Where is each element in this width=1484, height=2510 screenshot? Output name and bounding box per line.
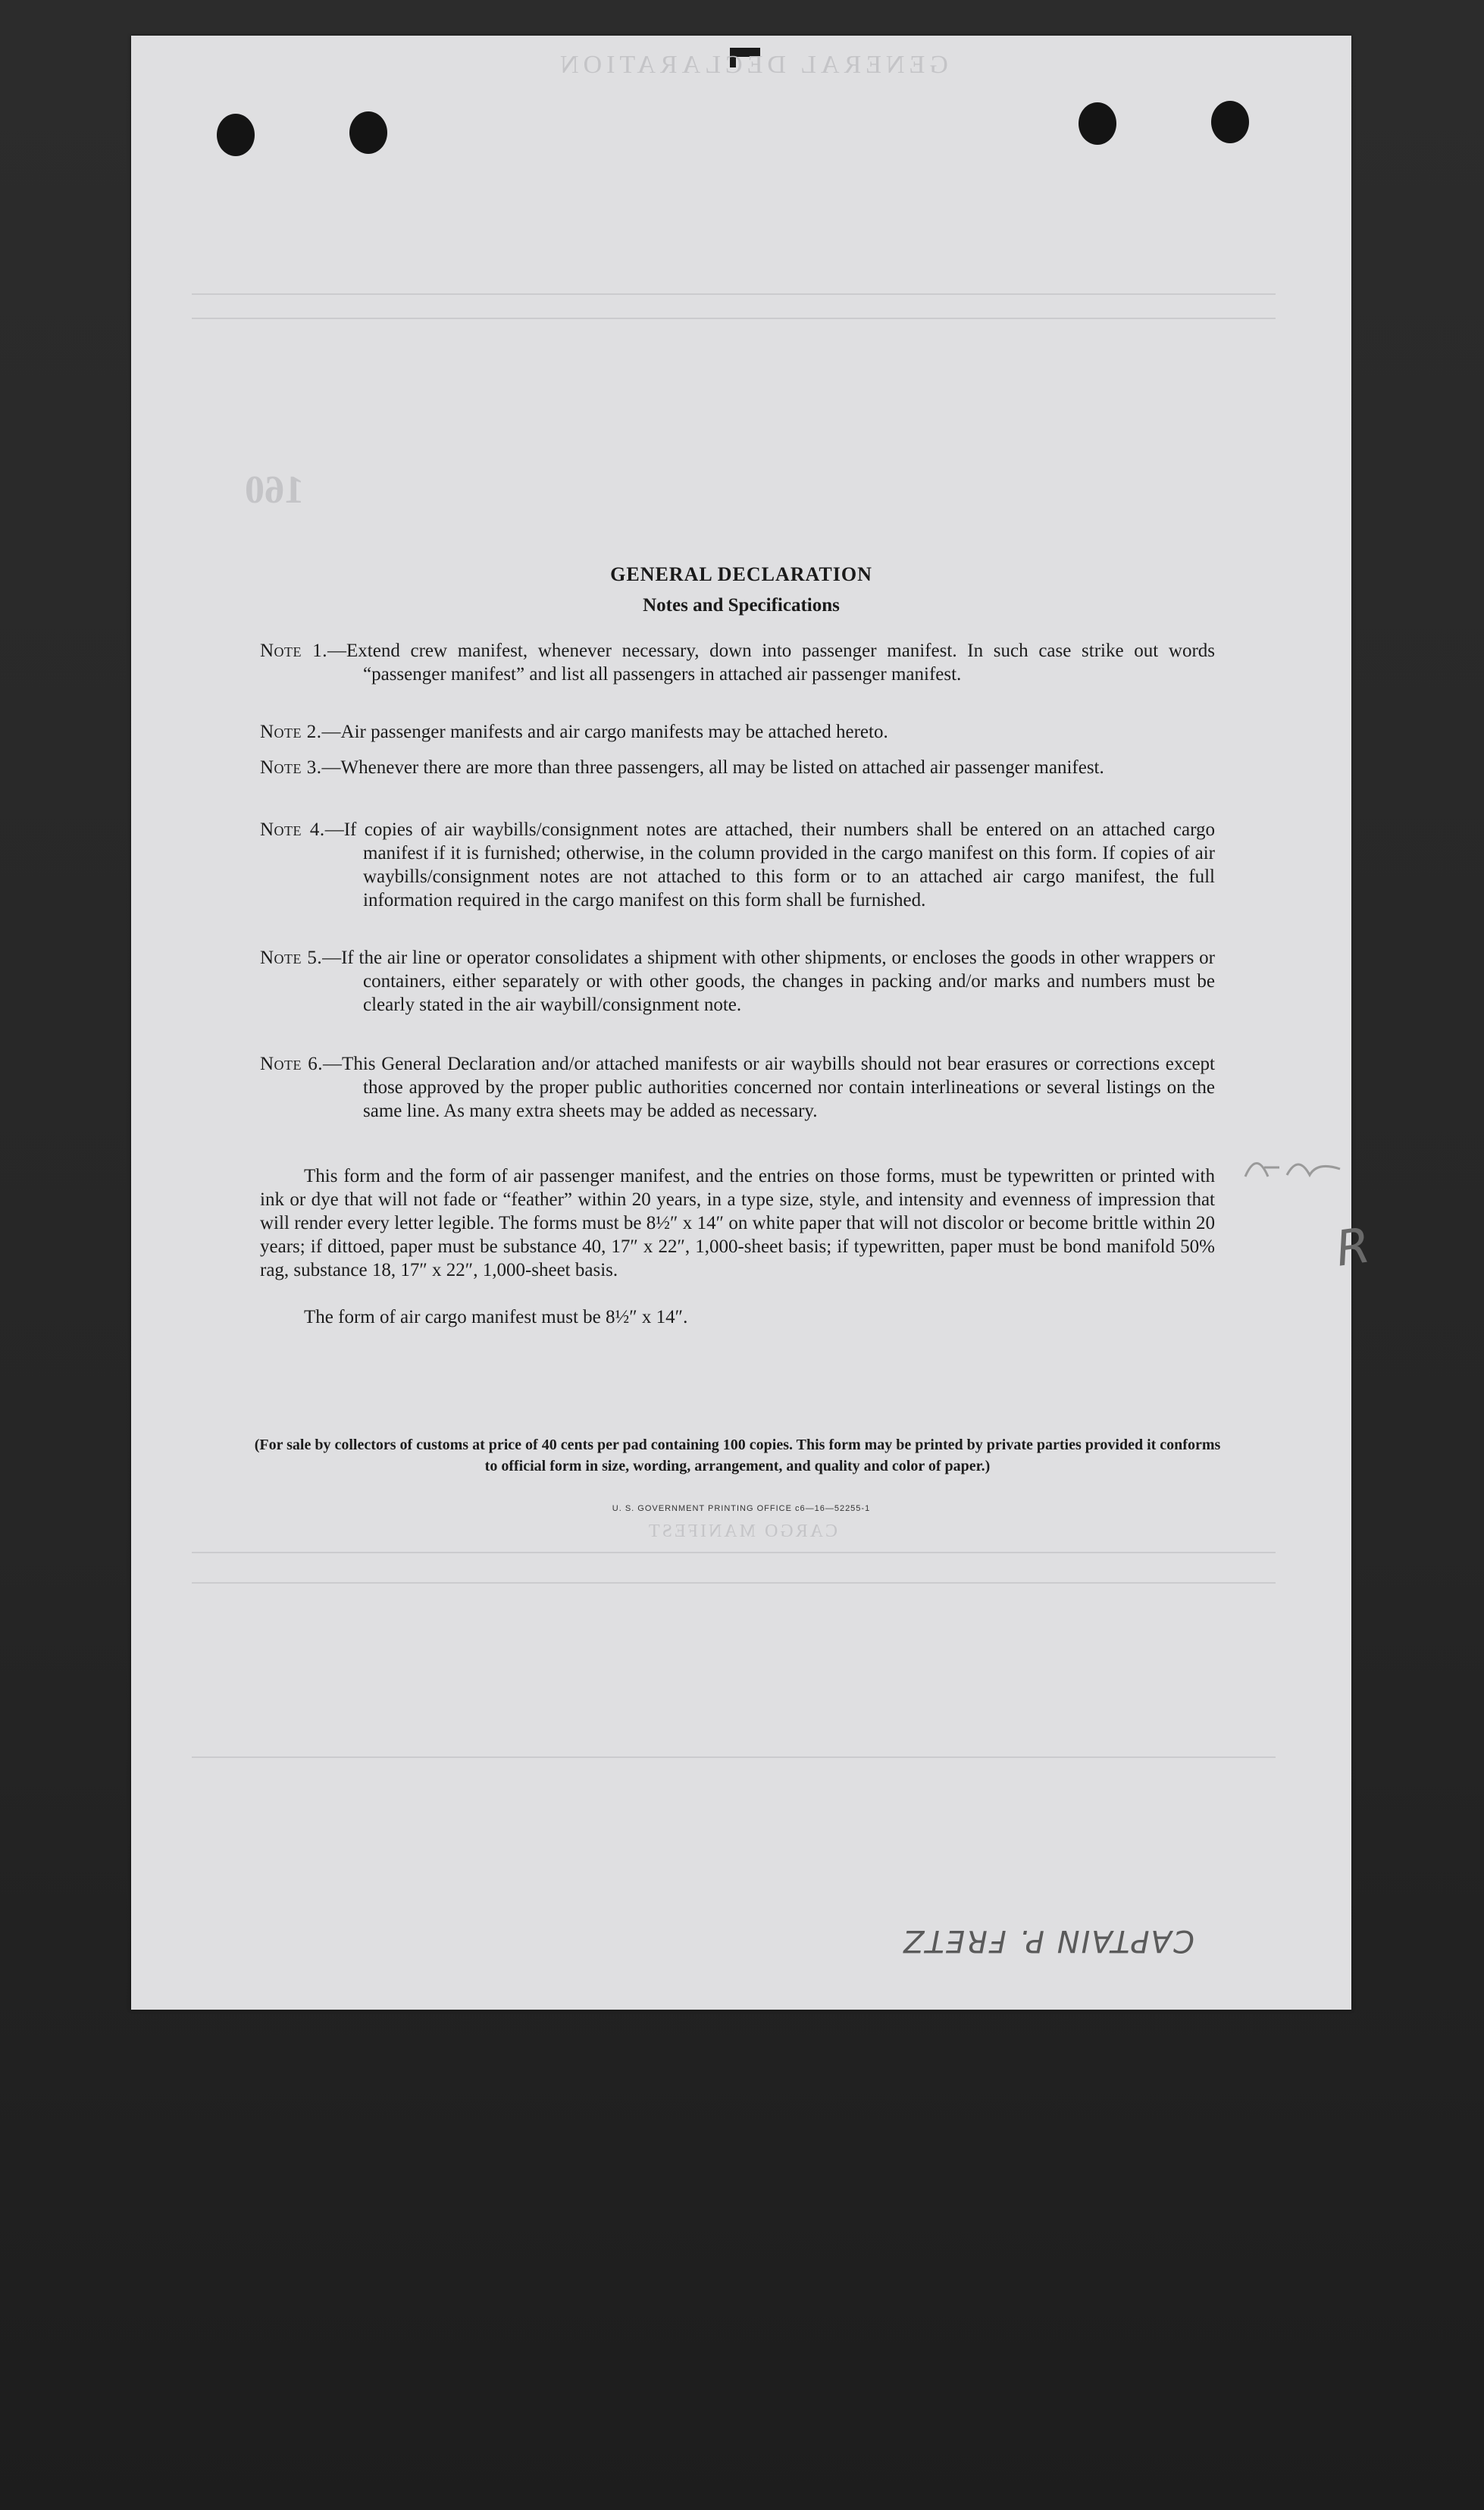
paragraph-text: This form and the form of air passenger manifest, and the entries on those forms, must be typewritten or printed with ink or dye that will not fade or “feather” within 20 years, in a type size, style, and intensity and evenness of impression that will render every letter legible. The forms must be 8½″ x 14″ on white paper that will not discolor or become brittle within 20 years; if dittoed, paper must be substance 40, 17″ x 22″, 1,000-sheet basis; if typewritten, paper must be bond manifold 50% rag, substance 18, 17″ x 22″, 1,000-sheet basis. <box>260 1166 1215 1280</box>
show-through-header: GENERAL DECLARATION <box>556 51 948 79</box>
note-text: —Air passenger manifests and air cargo manifests may be attached hereto. <box>321 722 888 742</box>
note-label: Note 6. <box>260 1054 324 1074</box>
cargo-size-text: The form of air cargo manifest must be 8½″ x 14″. <box>304 1307 688 1327</box>
handwritten-initial: R <box>1332 1217 1374 1278</box>
handwritten-faint-mark <box>1241 1146 1348 1192</box>
note-1 <box>260 639 1215 686</box>
form-requirements-paragraph <box>260 1164 1215 1282</box>
note-text: —Extend crew manifest, whenever necessary, down into passenger manifest. In such case strike out words “passenger manifest” and list all passengers in attached air passenger manifest. <box>327 641 1216 685</box>
note-label: Note 3. <box>260 757 322 778</box>
show-through-stamp-number: 160 <box>245 468 304 512</box>
note-6 <box>260 1052 1215 1123</box>
note-text: —If copies of air waybills/consignment notes are attached, their numbers shall be entered on an attached cargo manifest if it is furnished; otherwise, in the column provided in the cargo manifest on this form. If copies of air waybills/consignment notes are not attached to this form or to an attached air cargo manifest, the full information required in the cargo manifest on this form shall be furnished. <box>324 819 1216 910</box>
note-3 <box>260 756 1215 779</box>
note-label: Note 5. <box>260 948 323 968</box>
note-label: Note 2. <box>260 722 322 742</box>
page-subtitle: Notes and Specifications <box>643 595 840 616</box>
note-text: —If the air line or operator consolidates a shipment with other shipments, or encloses the goods in other wrappers or containers, either separately or with other goods, the changes in packing and/or marks and numbers must be clearly stated in the air waybill/consignment note. <box>322 948 1215 1015</box>
note-label: Note 4. <box>260 819 325 840</box>
note-text: —Whenever there are more than three passengers, all may be listed on attached air passenger manifest. <box>321 757 1104 778</box>
faint-scribble-icon <box>1241 1146 1348 1184</box>
sale-note: (For sale by collectors of customs at price of 40 cents per pad containing 100 copies. This form may be printed by private parties provided it conforms to official form in size, wording, arrangement, and quality and color of paper.) <box>254 1437 1221 1474</box>
document-content <box>131 36 1351 2010</box>
show-through-cargo-manifest: CARGO MANIFEST <box>647 1521 838 1541</box>
handwritten-signature: CAPTAIN P. FRETZ <box>902 1923 1194 1958</box>
printer-imprint: U. S. GOVERNMENT PRINTING OFFICE c6—16—52255-1 <box>612 1504 871 1513</box>
cargo-size-line <box>260 1305 1215 1329</box>
page-title: GENERAL DECLARATION <box>610 563 872 585</box>
note-4 <box>260 818 1215 912</box>
note-text: —This General Declaration and/or attached manifests or air waybills should not bear erasures or corrections except those approved by the proper public authorities concerned nor contain interlineations or several listings on the same line. As many extra sheets may be added as necessary. <box>323 1054 1215 1121</box>
note-5 <box>260 946 1215 1017</box>
document-page <box>131 36 1374 2010</box>
note-2 <box>260 720 1215 744</box>
note-label: Note 1. <box>260 641 327 661</box>
